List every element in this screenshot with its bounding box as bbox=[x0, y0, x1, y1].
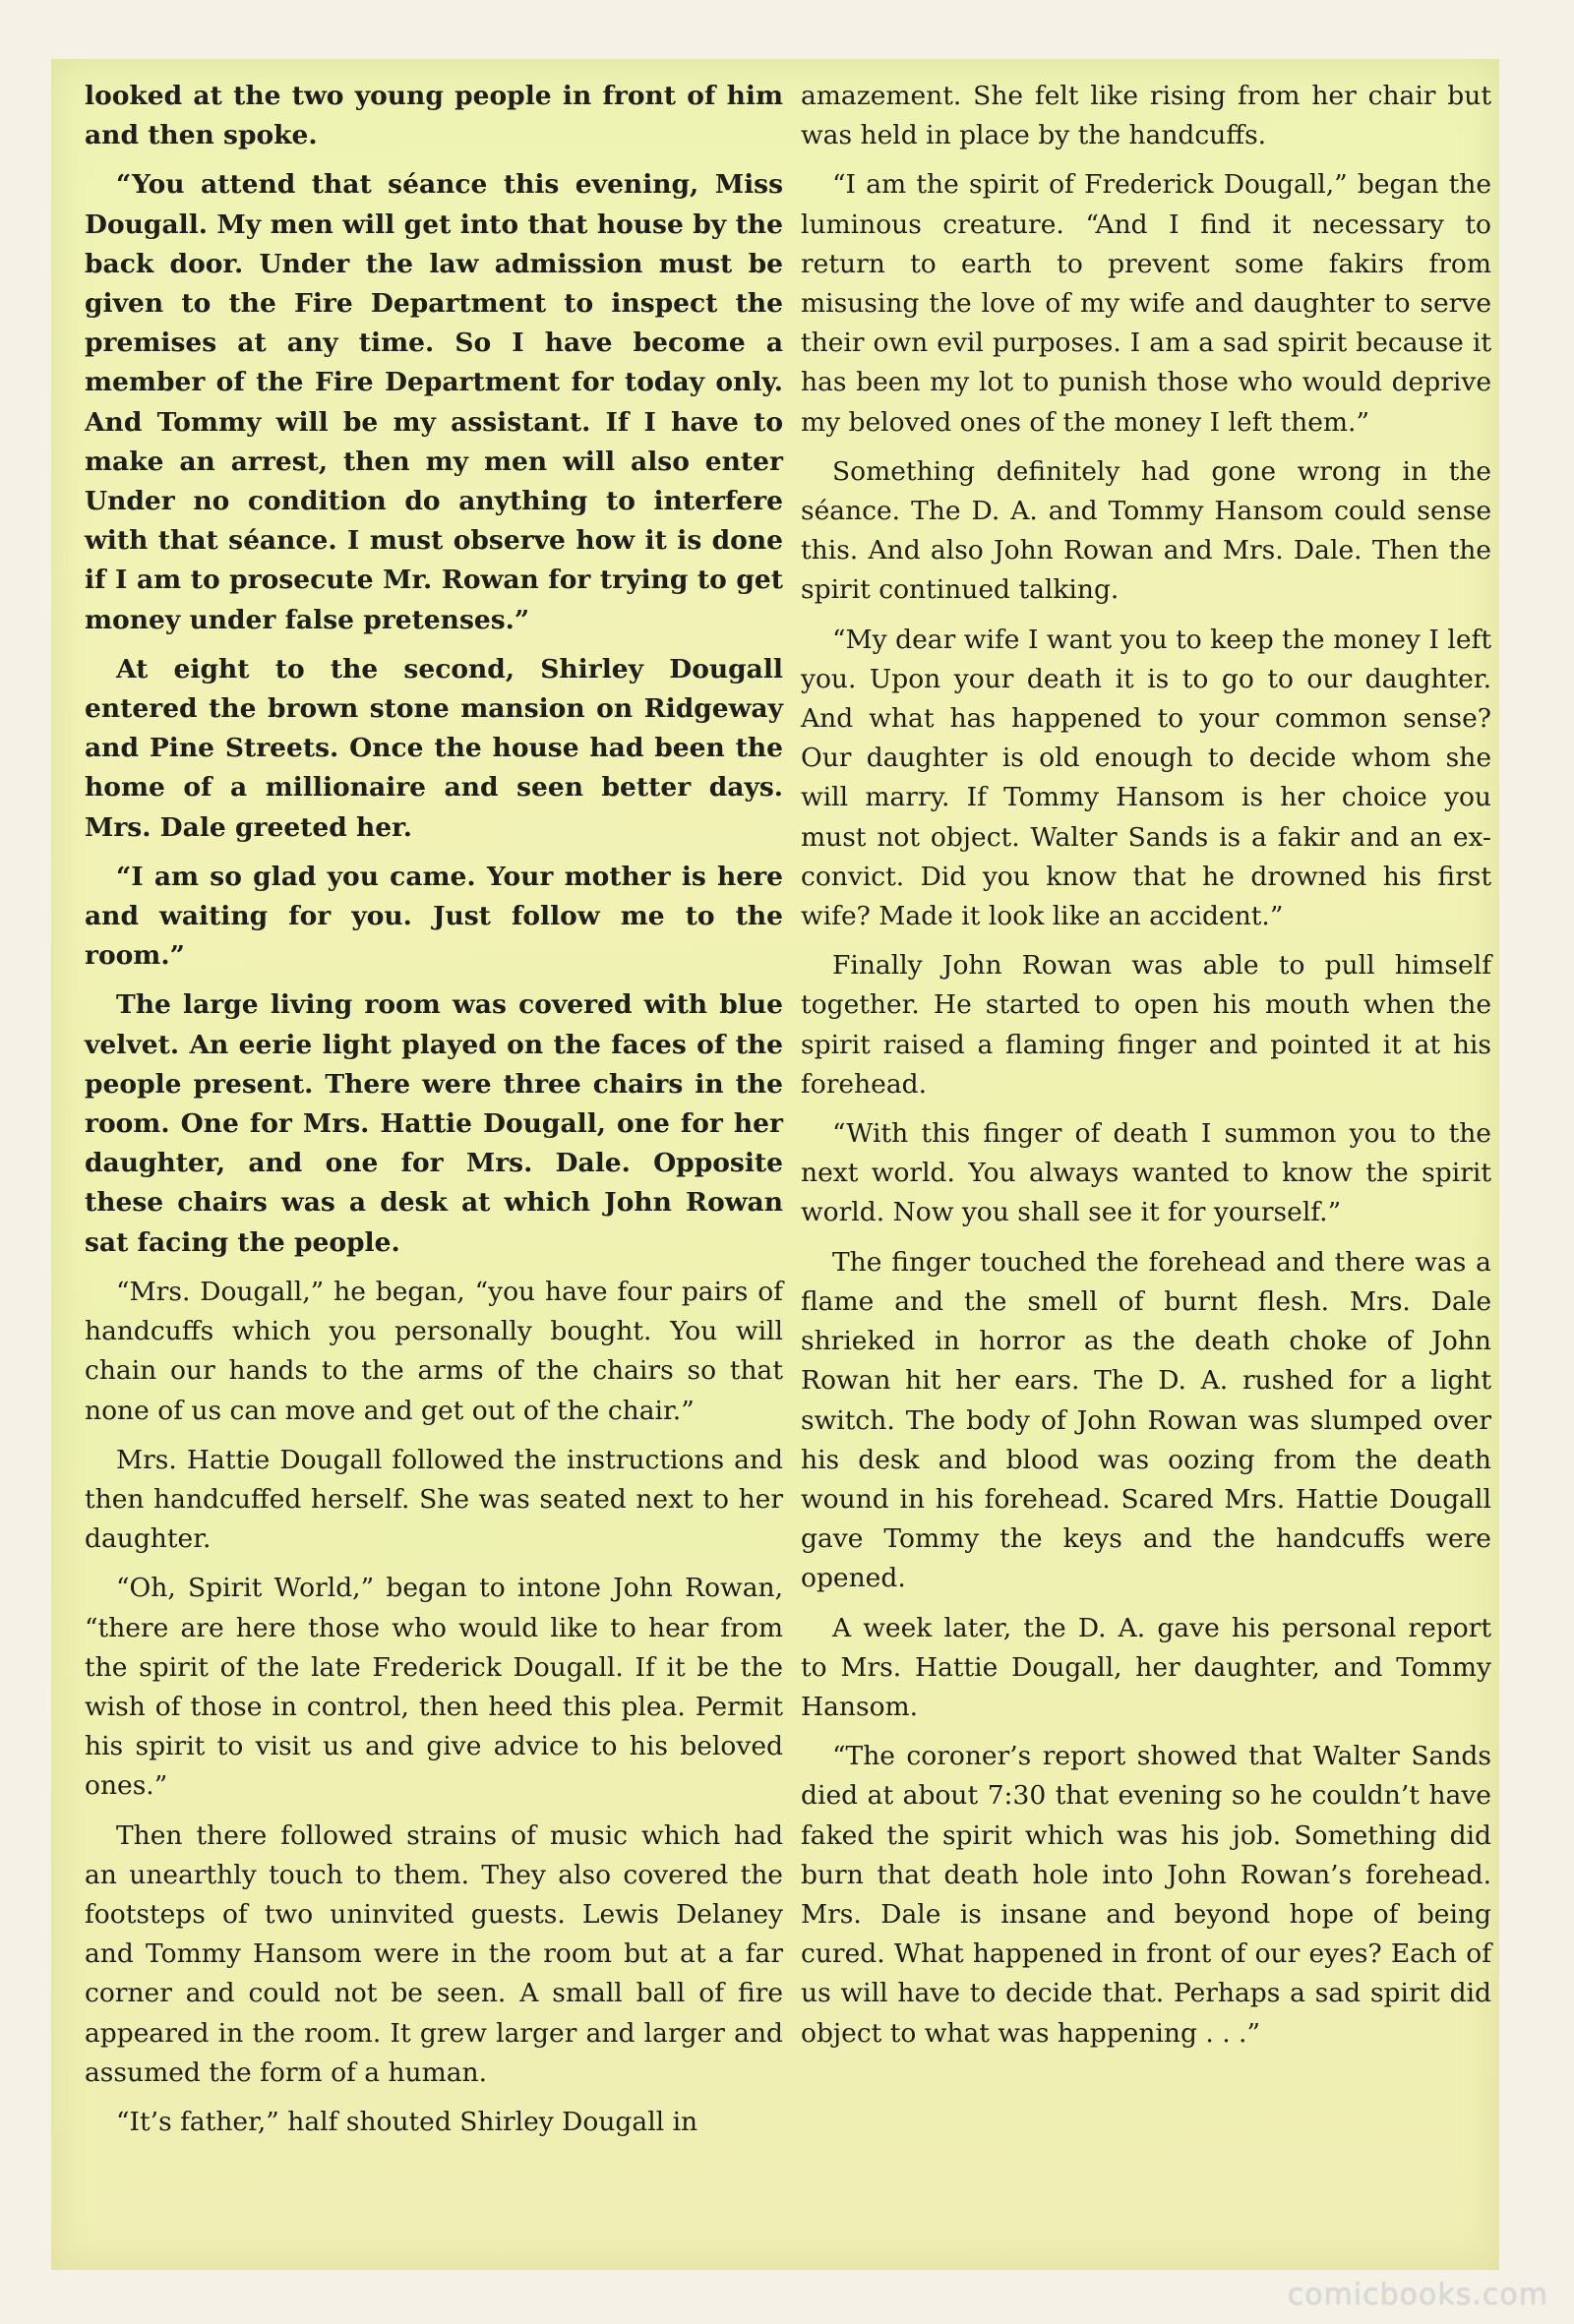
paragraph: “The coroner’s report showed that Walter Sands died at about 7:30 that evening so he couldn’t have faked the spirit which was his job. Something did burn that death hole into John Rowan’s forehead. Mrs. Dale is insane and beyond hope of being cured. What happened in front of our eyes? Each of us will have to decide that. Perhaps a sad spirit did object to what was happening . . .” bbox=[801, 1741, 1491, 2049]
paragraph: “You attend that séance this evening, Miss Dougall. My men will get into that house by the back door. Under the law admission must be given to the Fire Department to inspect the premises at any time. So I have become a member of the Fire Department for today only. And Tommy will be my assistant. If I have to make an arrest, then my men will also enter Under no condition do anything to interfere with that séance. I must observe how it is done if I am to prosecute Mr. Rowan for trying to get money under false pretenses.” bbox=[85, 169, 783, 635]
paragraph: “My dear wife I want you to keep the money I left you. Upon your death it is to go to our daughter. And what has happened to your common sense? Our daughter is old enough to decide whom she will marry. If Tommy Hansom is her choice you must not object. Walter Sands is a fakir and an ex-convict. Did you know that he drowned his first wife? Made it look like an accident.” bbox=[801, 624, 1491, 932]
paragraph: Something definitely had gone wrong in the séance. The D. A. and Tommy Hansom could sense this. And also John Rowan and Mrs. Dale. Then the spirit continued talking. bbox=[801, 455, 1491, 606]
paragraph: “With this finger of death I summon you to the next world. You always wanted to know the spirit world. Now you shall see it for yourself.” bbox=[801, 1118, 1491, 1228]
paragraph: looked at the two young people in front of him and then spoke. bbox=[85, 81, 783, 151]
paragraph: Mrs. Hattie Dougall followed the instructions and then handcuffed herself. She was seated next to her daughter. bbox=[85, 1444, 783, 1555]
paragraph: “I am the spirit of Frederick Dougall,” began the luminous creature. “And I find it necessary to return to earth to prevent some fakirs from misusing the love of my wife and daughter to serve their own evil purposes. I am a sad spirit because it has been my lot to punish those who would deprive my beloved ones of the money I left them.” bbox=[801, 169, 1491, 438]
story-page bbox=[51, 59, 1499, 2270]
paragraph: A week later, the D. A. gave his personal report to Mrs. Hattie Dougall, her daughter, and Tommy Hansom. bbox=[801, 1612, 1491, 1722]
paragraph: “It’s father,” half shouted Shirley Dougall in bbox=[116, 2106, 698, 2137]
paragraph: Then there followed strains of music which had an unearthly touch to them. They also covered the footsteps of two uninvited guests. Lewis Delaney and Tommy Hansom were in the room but at a far corner and could not be seen. A small ball of fire appeared in the room. It grew larger and larger and assumed the form of a human. bbox=[85, 1819, 783, 2088]
paragraph: The large living room was covered with blue velvet. An eerie light played on the faces of the people present. There were three chairs in the room. One for Mrs. Hattie Dougall, one for her daughter, and one for Mrs. Dale. Opposite these chairs was a desk at which John Rowan sat facing the people. bbox=[85, 989, 783, 1258]
paragraph: “Mrs. Dougall,” he began, “you have four pairs of handcuffs which you personally bought. You will chain our hands to the arms of the chairs so that none of us can move and get out of the chair.” bbox=[85, 1276, 783, 1426]
right-text-column bbox=[801, 77, 1491, 2063]
watermark: comicbooks.com bbox=[1287, 2278, 1548, 2312]
paragraph: amazement. She felt like rising from her chair but was held in place by the handcuffs. bbox=[801, 81, 1491, 151]
left-text-column bbox=[85, 77, 783, 2152]
paragraph: Finally John Rowan was able to pull himself together. He started to open his mouth when the spirit raised a flaming finger and pointed it at his forehead. bbox=[801, 950, 1491, 1100]
paragraph: “Oh, Spirit World,” began to intone John Rowan, “there are here those who would like to hear from the spirit of the late Frederick Dougall. If it be the wish of those in control, then heed this plea. Permit his spirit to visit us and give advice to his beloved ones.” bbox=[85, 1573, 783, 1802]
paragraph: At eight to the second, Shirley Dougall entered the brown stone mansion on Ridgeway and Pine Streets. Once the house had been the home of a millionaire and seen better days. Mrs. Dale greeted her. bbox=[85, 653, 783, 843]
paragraph: The finger touched the forehead and there was a flame and the smell of burnt flesh. Mrs. Dale shrieked in horror as the death choke of John Rowan hit her ears. The D. A. rushed for a light switch. The body of John Rowan was slumped over his desk and blood was oozing from the death wound in his forehead. Scared Mrs. Hattie Dougall gave Tommy the keys and the handcuffs were opened. bbox=[801, 1246, 1491, 1594]
paragraph: “I am so glad you came. Your mother is here and waiting for you. Just follow me to the room.” bbox=[85, 861, 783, 972]
